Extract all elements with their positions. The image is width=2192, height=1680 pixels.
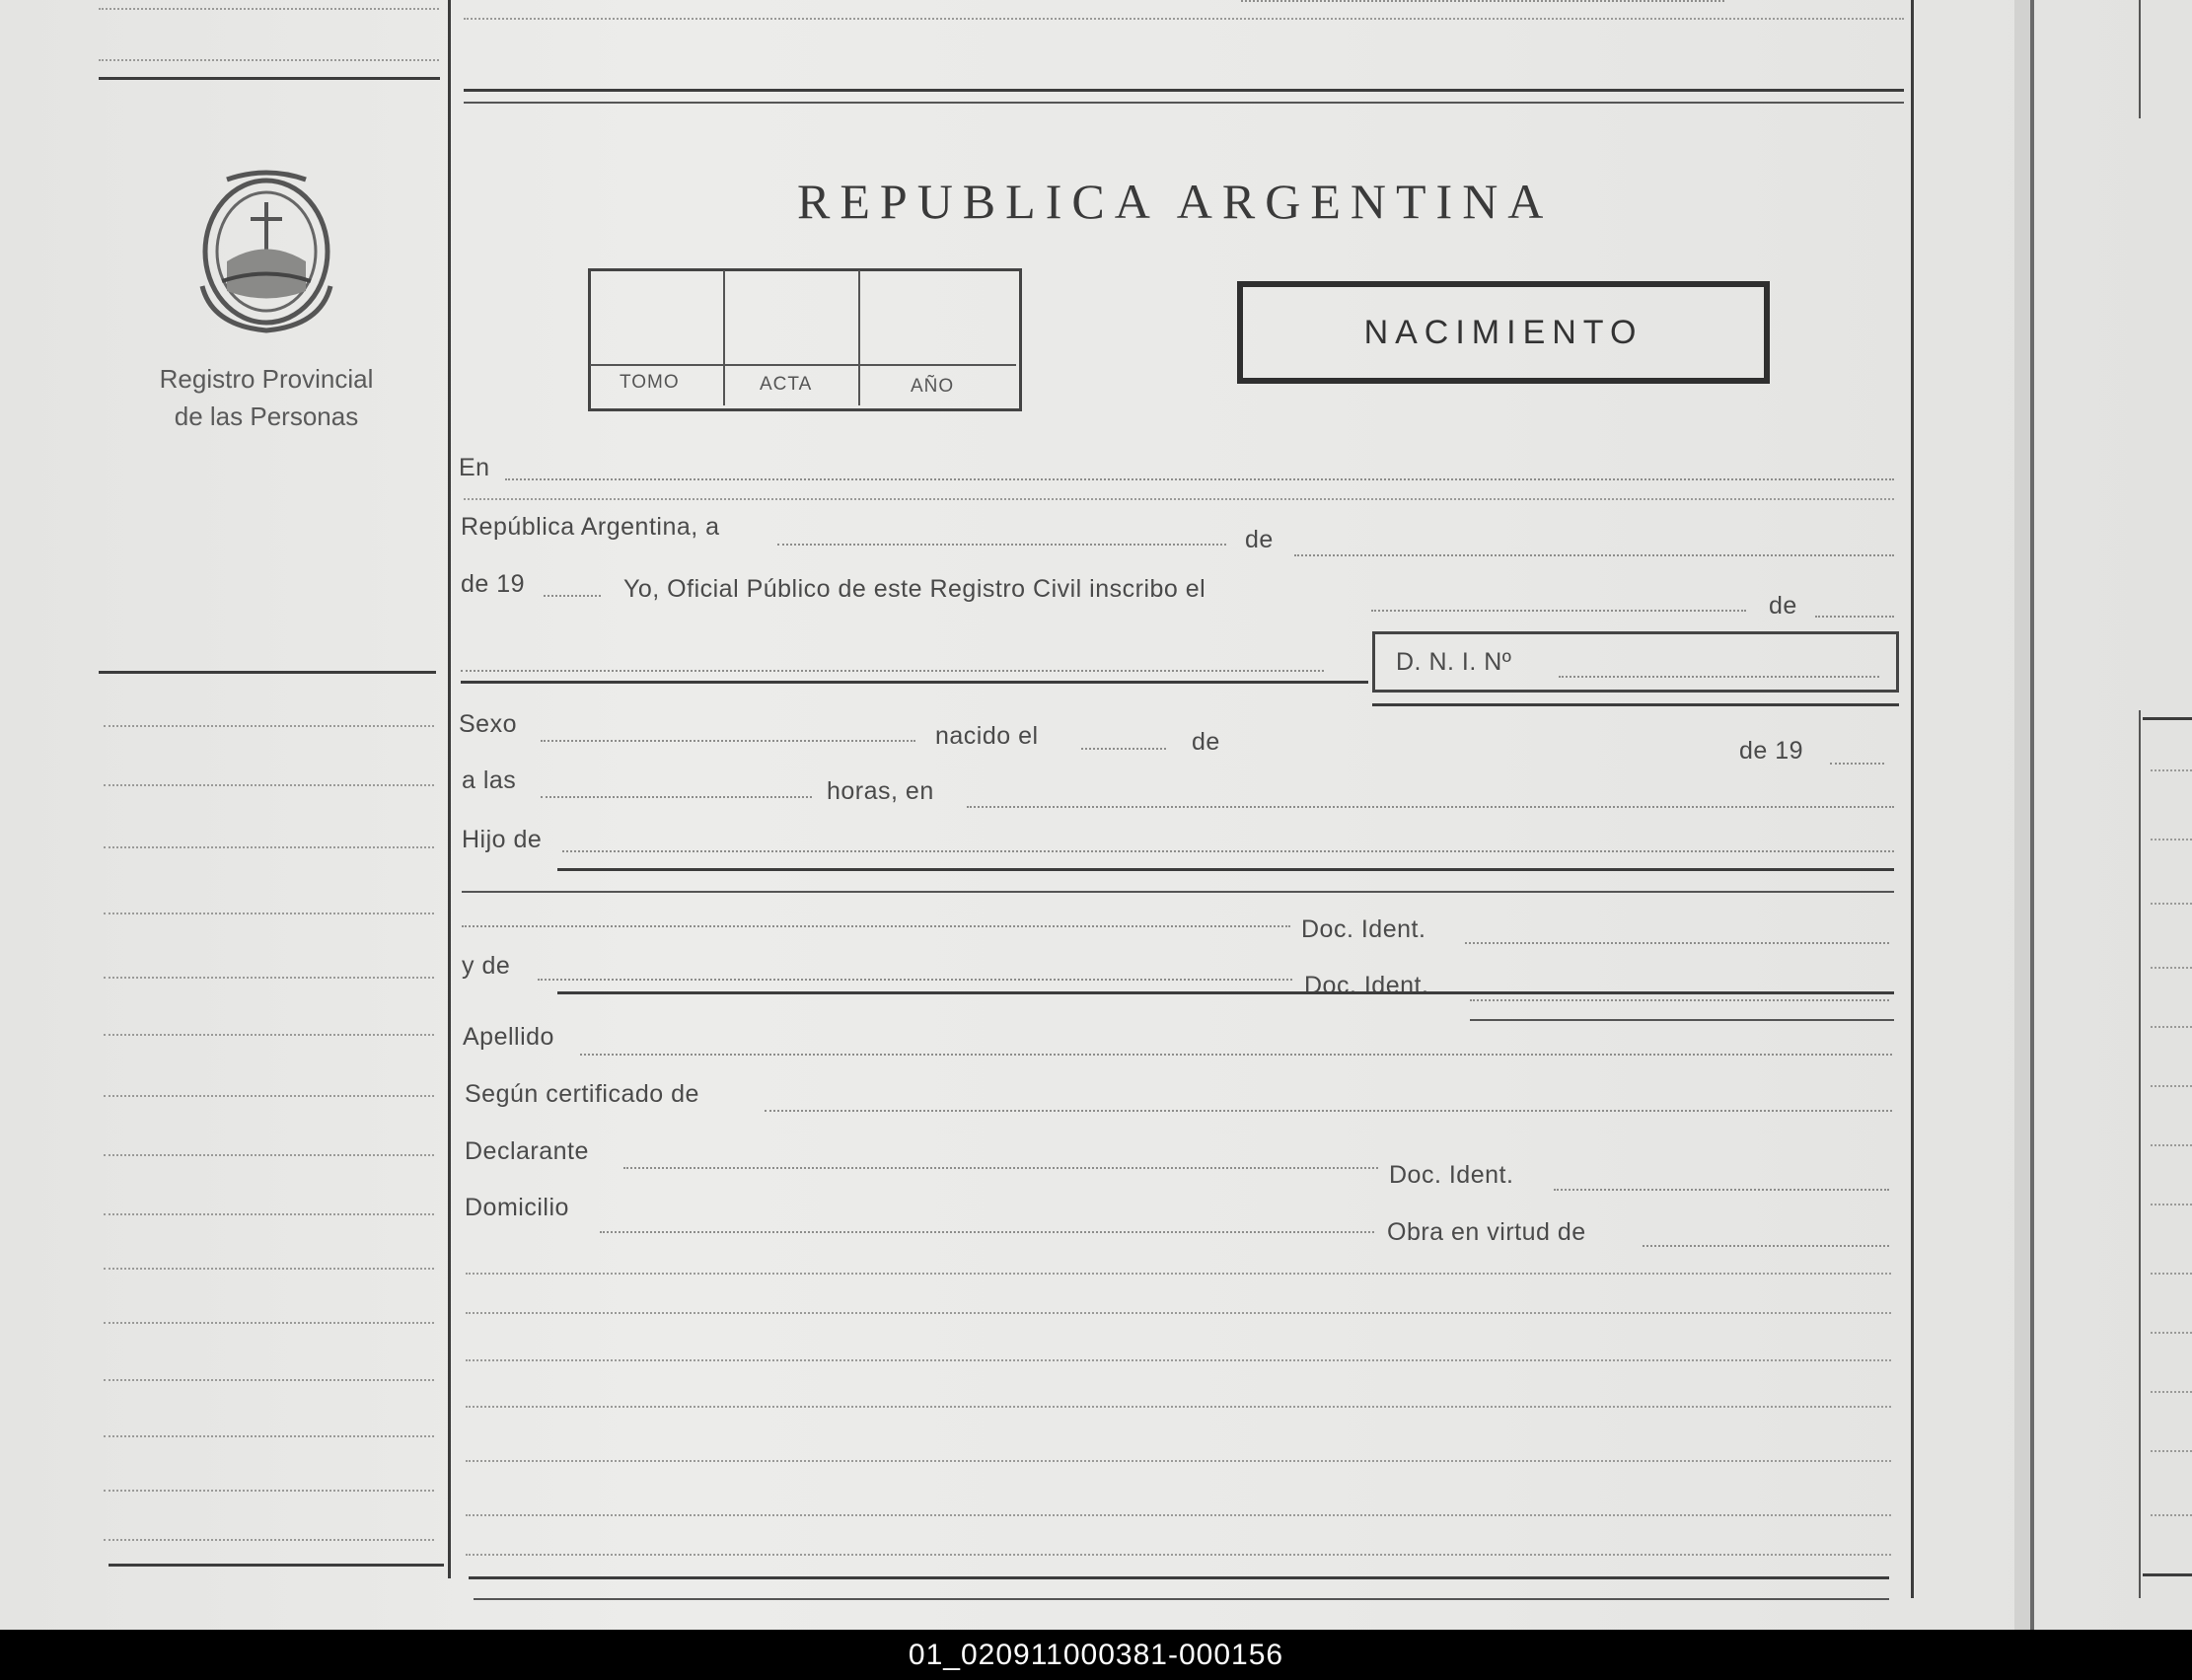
- horas-en-label: horas, en: [827, 777, 934, 805]
- stub-line: [104, 1435, 434, 1437]
- org-name-line1: Registro Provincial: [159, 364, 374, 394]
- section-rule: [461, 681, 1368, 684]
- sexo-label: Sexo: [459, 710, 517, 738]
- next-page-line: [2151, 1204, 2192, 1205]
- stub-line: [104, 977, 434, 979]
- record-type-box: NACIMIENTO: [1237, 281, 1770, 384]
- next-page-line: [2151, 1273, 2192, 1275]
- father-name-cont-field[interactable]: [462, 925, 1290, 927]
- stub-rule: [109, 1564, 444, 1567]
- remarks-line[interactable]: [466, 1460, 1891, 1462]
- stub-line: [104, 1379, 434, 1381]
- stub-line: [104, 784, 434, 786]
- inscription-date-field[interactable]: [1371, 610, 1746, 612]
- stub-line: [104, 1539, 434, 1541]
- father-doc-field[interactable]: [1465, 942, 1889, 944]
- tomo-label: TOMO: [620, 372, 680, 393]
- year-field[interactable]: [544, 595, 601, 597]
- stub-line: [104, 1034, 434, 1036]
- stub-line: [99, 59, 439, 61]
- domicilio-label: Domicilio: [465, 1194, 569, 1221]
- certificado-field[interactable]: [765, 1110, 1892, 1112]
- next-page-line: [2151, 903, 2192, 905]
- father-rule: [557, 868, 1894, 871]
- inscription-month-field[interactable]: [1815, 616, 1894, 618]
- en-label: En: [459, 454, 490, 481]
- next-page-line: [2151, 1450, 2192, 1452]
- registry-label-rule: [590, 364, 1016, 366]
- domicilio-field[interactable]: [600, 1231, 1374, 1233]
- mother-rule: [557, 991, 1894, 994]
- stub-line: [104, 846, 434, 848]
- provincial-emblem-icon: [187, 168, 345, 340]
- next-page-line: [2151, 1026, 2192, 1028]
- next-page-line: [2139, 0, 2141, 118]
- next-page-line: [2151, 967, 2192, 969]
- top-rule: [464, 89, 1904, 92]
- section-rule: [1372, 703, 1899, 706]
- next-page-line: [2151, 1085, 2192, 1087]
- mother-rule: [1470, 1019, 1894, 1021]
- remarks-line[interactable]: [466, 1312, 1891, 1314]
- mother-field[interactable]: [538, 979, 1292, 981]
- declarante-doc-field[interactable]: [1554, 1189, 1889, 1191]
- birth-year-field[interactable]: [1830, 763, 1884, 765]
- birth-month-field[interactable]: [1241, 0, 1724, 2]
- obra-en-virtud-field[interactable]: [1643, 1245, 1889, 1247]
- oficial-statement: Yo, Oficial Público de este Registro Civil inscribo el: [623, 575, 1206, 603]
- stub-line: [99, 8, 439, 10]
- next-page-line: [2151, 1332, 2192, 1334]
- stub-line: [104, 1154, 434, 1156]
- remarks-line[interactable]: [466, 1406, 1891, 1408]
- stub-line: [104, 1095, 434, 1097]
- hour-field[interactable]: [541, 796, 812, 798]
- stub-divider: [448, 0, 451, 1578]
- name-field[interactable]: [461, 670, 1324, 672]
- bottom-rule: [469, 1576, 1889, 1579]
- org-name-line2: de las Personas: [174, 402, 359, 431]
- father-rule: [462, 891, 1894, 893]
- a-las-label: a las: [462, 767, 517, 794]
- next-page-line: [2151, 1514, 2192, 1516]
- day-field[interactable]: [777, 544, 1226, 546]
- month-field[interactable]: [1294, 554, 1894, 556]
- stub-line: [104, 1268, 434, 1270]
- next-page-line: [2151, 1144, 2192, 1146]
- stub-line: [104, 1213, 434, 1215]
- mother-doc-field[interactable]: [1470, 999, 1889, 1001]
- next-page-line: [2151, 1391, 2192, 1393]
- bottom-rule: [474, 1598, 1889, 1600]
- stub-line: [104, 1490, 434, 1492]
- remarks-line[interactable]: [466, 1359, 1891, 1361]
- apellido-label: Apellido: [463, 1023, 554, 1051]
- stub-line: [104, 725, 434, 727]
- doc-ident-label-1: Doc. Ident.: [1301, 915, 1426, 943]
- de-label-3: de: [1192, 728, 1220, 756]
- doc-ident-label-2: Doc. Ident.: [1304, 972, 1429, 999]
- year-prefix-label: de 19: [461, 570, 526, 598]
- stub-line: [104, 1322, 434, 1324]
- form-right-border: [1911, 0, 1914, 1598]
- page-gutter-edge: [2030, 0, 2034, 1630]
- en-field[interactable]: [505, 478, 1894, 480]
- stub-line: [104, 913, 434, 914]
- de-label-1: de: [1245, 526, 1274, 553]
- birth-day-field[interactable]: [1081, 748, 1166, 750]
- next-page-line: [2151, 769, 2192, 771]
- next-page-rule: [2143, 1573, 2192, 1576]
- next-page-line: [2139, 710, 2141, 1598]
- dni-label: D. N. I. Nº: [1396, 648, 1512, 676]
- birth-year-prefix: de 19: [1739, 737, 1804, 765]
- obra-en-virtud-label: Obra en virtud de: [1387, 1218, 1586, 1246]
- declarante-field[interactable]: [623, 1167, 1378, 1169]
- country-title: REPUBLICA ARGENTINA: [797, 174, 1554, 229]
- republica-label: República Argentina, a: [461, 513, 720, 541]
- registry-cell-divider: [723, 270, 725, 405]
- next-page-rule: [2143, 717, 2192, 720]
- stub-rule: [99, 77, 440, 80]
- remarks-line[interactable]: [466, 1554, 1891, 1556]
- father-field[interactable]: [562, 850, 1894, 852]
- hijo-de-label: Hijo de: [462, 826, 543, 853]
- acta-label: ACTA: [760, 374, 813, 395]
- birthplace-field[interactable]: [967, 806, 1894, 808]
- ano-label: AÑO: [911, 376, 955, 397]
- declarante-label: Declarante: [465, 1137, 589, 1165]
- de-label-2: de: [1769, 592, 1797, 620]
- top-rule: [464, 102, 1904, 104]
- segun-certificado-label: Según certificado de: [465, 1080, 699, 1108]
- apellido-field[interactable]: [580, 1054, 1892, 1056]
- top-line: [464, 18, 1904, 20]
- remarks-line[interactable]: [466, 1514, 1891, 1516]
- registry-cell-divider: [858, 270, 860, 405]
- nacido-el-label: nacido el: [935, 722, 1039, 750]
- dni-field[interactable]: [1559, 676, 1879, 678]
- remarks-line[interactable]: [466, 1273, 1891, 1275]
- y-de-label: y de: [462, 952, 511, 980]
- next-page-line: [2151, 839, 2192, 840]
- doc-ident-label-3: Doc. Ident.: [1389, 1161, 1514, 1189]
- image-id-bar: 01_020911000381-000156: [0, 1630, 2192, 1680]
- stub-rule: [99, 671, 436, 674]
- sexo-field[interactable]: [541, 740, 915, 742]
- en-field-line2[interactable]: [464, 498, 1894, 500]
